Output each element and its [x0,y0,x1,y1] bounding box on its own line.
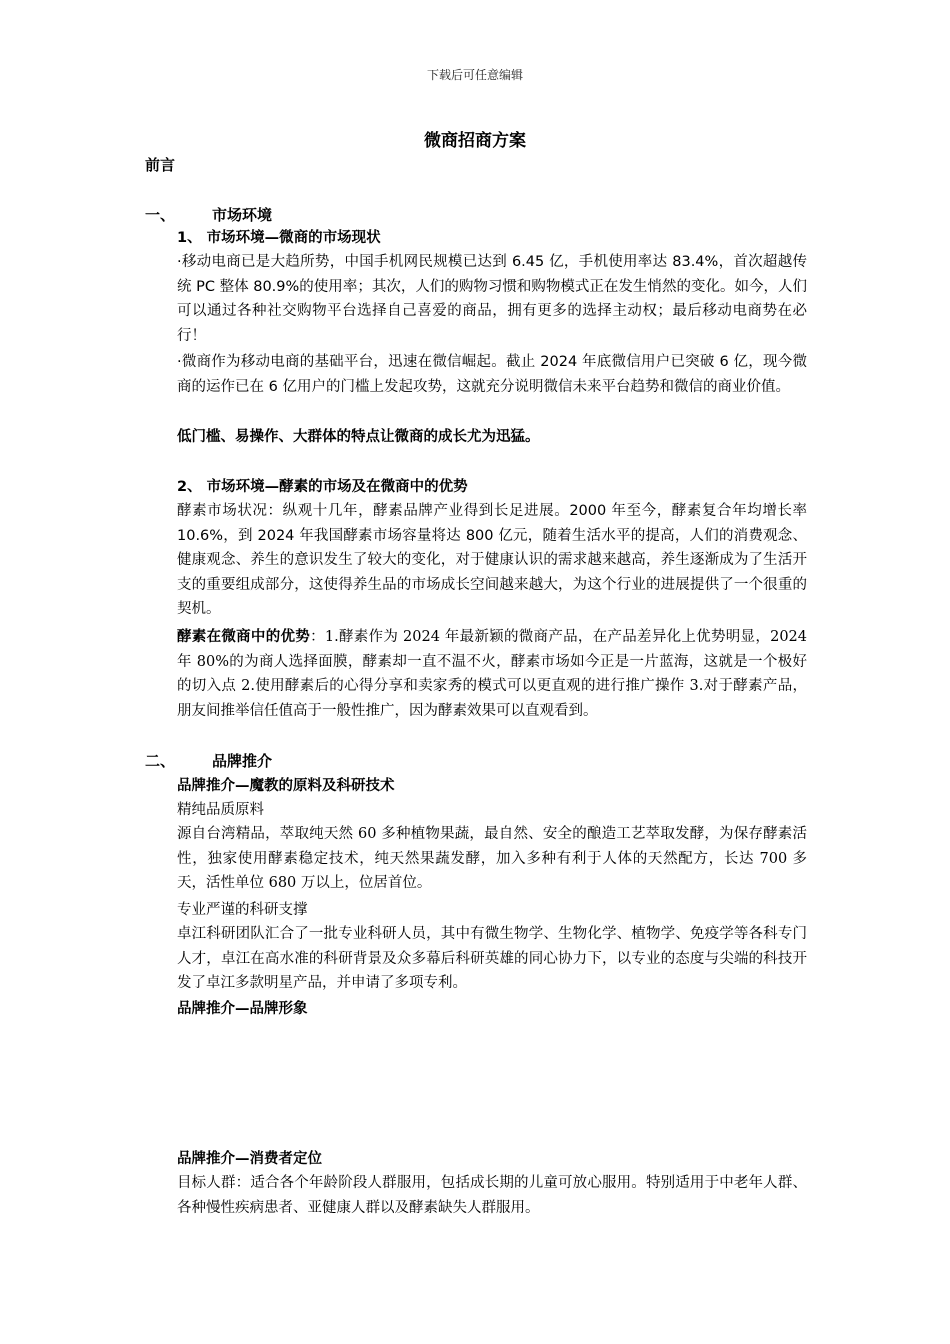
advantages-label: 酵素在微商中的优势 [177,629,311,645]
raw-material-para: 源自台湾精品，萃取纯天然 60 多种植物果蔬，最自然、安全的酿造工艺萃取发酵，为保存酵素活性，独家使用酵素稳定技术，纯天然果蔬发酵，加入多种有利于人体的天然配方，长达 700 多天，活性单位 680 万以上，位居首位。 [177,826,807,891]
section-2-sub-2-heading: 品牌推介—品牌形象 [177,1001,308,1017]
section-2-number: 二、 [145,752,176,770]
section-2-sub-3-heading: 品牌推介—消费者定位 [177,1151,322,1167]
section-1-sub-2-heading: 2、 市场环境—酵素的市场及在微商中的优势 [177,479,468,495]
section-1-number: 一、 [145,206,176,224]
section-1-sub-2-para-1: 酵素市场状况：纵观十几年，酵素品牌产业得到长足进展。2000 年至今，酵素复合年均增长率 10.6%，到 2024 年我国酵素市场容量将达 800 亿元，随着生活水平的提高，人们的消费观念、健康观念、养生的意识发生了较大的变化，对于健康认识的需求越来越高，养生逐渐成为了生活开支的重要组成部分，这使得养生品的市场成长空间越来越大，为这个行业的进展提供了一个很重的契机。 [177,503,807,617]
section-1-advantages-para [177,625,807,723]
section-1-sub-1-para-1: ·移动电商已是大趋所势，中国手机网民规模已达到 6.45 亿，手机使用率达 83.4%，首次超越传统 PC 整体 80.9%的使用率；其次，人们的购物习惯和购物模式正在发生悄然的变化。如今，人们可以通过各种社交购物平台选择自己喜爱的商品，拥有更多的选择主动权；最后移动电商势在必行！ [177,254,807,344]
section-1-heading [145,204,272,225]
raw-material-label: 精纯品质原料 [177,802,264,818]
header-note: 下载后可任意编辑 [426,68,523,82]
advantages-text: ：1.酵素作为 2024 年最新颖的微商产品，在产品差异化上优势明显，2024 年 80%的为商人选择面膜，酵素却一直不温不火，酵素市场如今正是一片蓝海，这就是一个极好的切入点 2.使用酵素后的心得分享和卖家秀的模式可以更直观的进行推广操作 3.对于酵素产品，朋友间推举信任值高于一般性推广，因为酵素效果可以直观看到。 [177,629,808,719]
target-audience-para: 目标人群：适合各个年龄阶段人群服用，包括成长期的儿童可放心服用。特别适用于中老年人群、各种慢性疾病患者、亚健康人群以及酵素缺失人群服用。 [177,1175,807,1216]
research-para: 卓江科研团队汇合了一批专业科研人员，其中有微生物学、生物化学、植物学、免疫学等各科专门人才，卓江在高水准的科研背景及众多幕后科研英雄的同心协力下，以专业的态度与尖端的科技开发了卓江多款明星产品，并申请了多项专利。 [177,926,807,991]
section-2-sub-1-heading: 品牌推介—魔教的原料及科研技术 [177,778,395,794]
preface-heading: 前言 [145,156,176,174]
section-1-sub-1-para-2: ·微商作为移动电商的基础平台，迅速在微信崛起。截止 2024 年底微信用户已突破 6 亿，现今微商的运作已在 6 亿用户的门槛上发起攻势，这就充分说明微信未来平台趋势和微信的商业价值。 [177,354,807,395]
research-label: 专业严谨的科研支撑 [177,902,308,918]
section-1-title: 市场环境 [212,206,273,224]
section-1-bold-line: 低门槛、易操作、大群体的特点让微商的成长尤为迅猛。 [177,429,540,445]
section-2-title: 品牌推介 [212,752,273,770]
document-title: 微商招商方案 [424,131,526,151]
section-2-heading [145,750,272,771]
section-1-sub-1-heading: 1、 市场环境—微商的市场现状 [177,230,381,246]
